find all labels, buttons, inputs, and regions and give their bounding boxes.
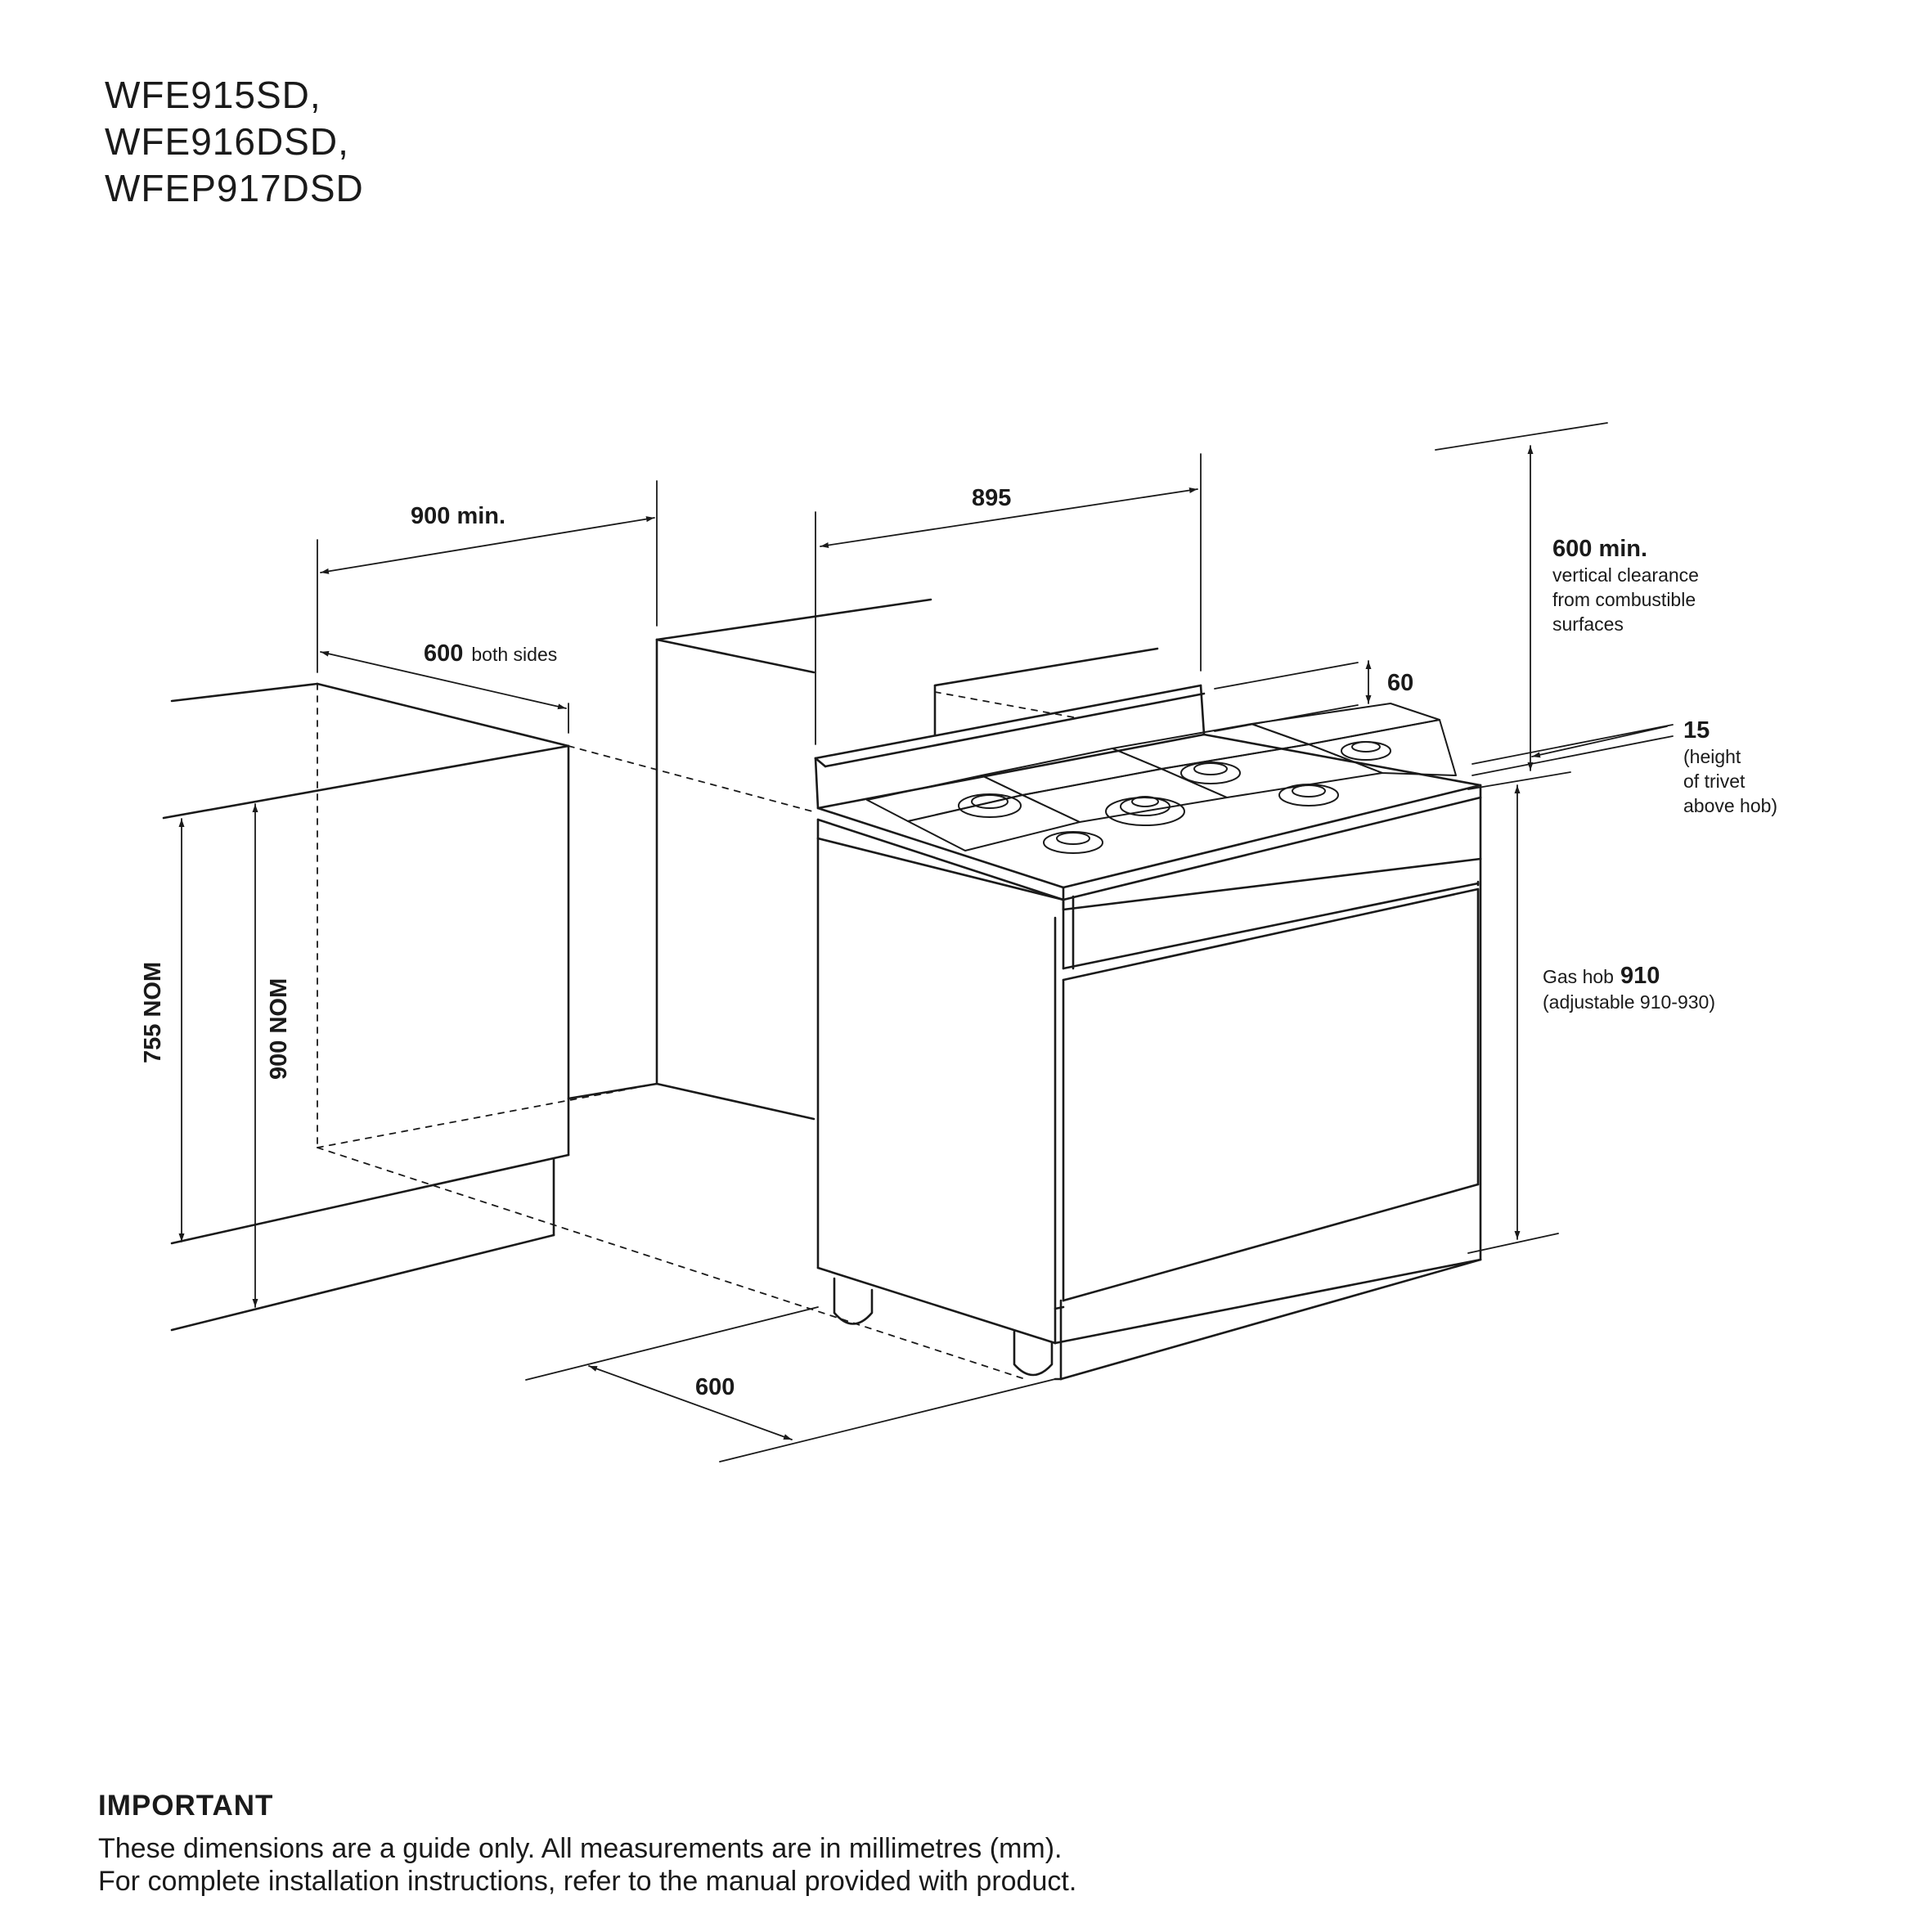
side-gap-label: 600 both sides bbox=[424, 640, 558, 667]
dimension-labels bbox=[140, 485, 1777, 1400]
bench-height-label: 755 NOM bbox=[140, 961, 166, 1063]
model-number: WFE915SD, bbox=[105, 74, 321, 116]
trivet-note: above hob) bbox=[1683, 795, 1778, 816]
important-line: These dimensions are a guide only. All measurements are in millimetres (mm). bbox=[98, 1833, 1063, 1864]
vertical-clearance-note: surfaces bbox=[1552, 613, 1624, 635]
gas-hob-label: Gas hob 910 bbox=[1543, 963, 1660, 989]
dashed-floor-lines bbox=[317, 684, 1074, 1378]
important-title: IMPORTANT bbox=[98, 1790, 274, 1822]
depth-label: 600 bbox=[695, 1374, 735, 1400]
hob-burners bbox=[867, 703, 1456, 853]
back-wall bbox=[657, 600, 1157, 1119]
width-label: 895 bbox=[972, 485, 1012, 511]
extension-lines bbox=[317, 423, 1673, 1462]
model-number: WFE916DSD, bbox=[105, 120, 349, 163]
splashback-label: 60 bbox=[1387, 670, 1414, 696]
left-cabinet bbox=[164, 684, 657, 1330]
trivet-label: 15 bbox=[1683, 717, 1710, 744]
important-notice bbox=[98, 1790, 1076, 1898]
important-line: For complete installation instructions, refer to the manual provided with product. bbox=[98, 1866, 1077, 1897]
total-height-label: 900 NOM bbox=[266, 977, 292, 1080]
vertical-clearance-note: vertical clearance bbox=[1552, 564, 1699, 586]
trivet-note: of trivet bbox=[1683, 771, 1746, 792]
side-clearance-label: 900 min. bbox=[411, 503, 506, 529]
gas-hob-note: (adjustable 910-930) bbox=[1543, 991, 1715, 1013]
vertical-clearance-note: from combustible bbox=[1552, 589, 1696, 610]
trivet-note: (height bbox=[1683, 746, 1741, 767]
vertical-clearance-label: 600 min. bbox=[1552, 536, 1648, 562]
model-number: WFEP917DSD bbox=[105, 167, 364, 209]
